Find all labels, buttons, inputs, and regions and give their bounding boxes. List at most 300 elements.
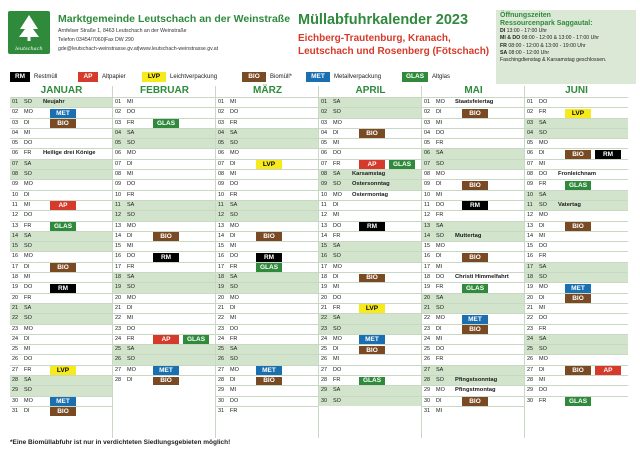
day-row — [10, 200, 113, 210]
weekday: DI — [436, 397, 442, 404]
day-number: 09 — [218, 181, 225, 188]
weekday: MO — [333, 191, 342, 198]
day-row — [422, 107, 525, 117]
weekday: DO — [24, 356, 33, 363]
pickup-badge-bio: BIO — [50, 407, 76, 416]
day-number: 22 — [424, 315, 431, 322]
day-row — [422, 396, 525, 406]
weekday: MI — [539, 160, 546, 167]
day-row — [422, 179, 525, 189]
day-row — [10, 365, 113, 375]
day-number: 10 — [527, 191, 534, 198]
weekday: MO — [539, 356, 548, 363]
day-row — [113, 210, 216, 220]
day-number: 26 — [321, 356, 328, 363]
day-row — [319, 200, 422, 210]
day-row — [422, 221, 525, 231]
day-number: 30 — [12, 397, 19, 404]
day-row — [113, 313, 216, 323]
day-row — [10, 221, 113, 231]
day-number: 01 — [12, 99, 19, 105]
day-row — [422, 406, 525, 416]
weekday: MO — [436, 387, 445, 394]
weekday: MI — [230, 243, 237, 250]
day-number: 17 — [321, 263, 328, 270]
day-row — [525, 159, 628, 169]
weekday: SO — [436, 232, 444, 239]
weekday: DI — [436, 181, 442, 188]
day-number: 11 — [218, 201, 224, 208]
day-number: 17 — [527, 263, 534, 270]
weekday: MI — [127, 171, 134, 178]
opening-hours-box — [496, 10, 636, 84]
day-row — [10, 313, 113, 323]
day-number: 10 — [321, 191, 328, 198]
subtitle-line-1: Eichberg-Trautenburg, Kranach, — [298, 33, 451, 44]
day-row — [319, 324, 422, 334]
day-row — [10, 107, 113, 117]
pickup-badge-rm: RM — [462, 201, 488, 210]
day-row — [422, 231, 525, 241]
weekday: SO — [230, 212, 238, 219]
day-number: 21 — [115, 304, 122, 311]
day-number: 16 — [115, 253, 122, 260]
day-row — [216, 406, 319, 416]
day-number: 06 — [115, 150, 122, 157]
org-name: Marktgemeinde Leutschach an der Weinstraße — [58, 13, 291, 25]
day-row — [319, 107, 422, 117]
day-number: 05 — [218, 140, 225, 147]
day-number: 05 — [321, 140, 328, 147]
legend-label: Biomüll* — [270, 73, 293, 80]
day-row — [216, 375, 319, 385]
day-row — [10, 303, 113, 313]
day-number: 25 — [12, 346, 19, 353]
day-row — [422, 272, 525, 282]
day-number: 03 — [115, 119, 122, 126]
day-number: 04 — [12, 129, 19, 136]
weekday: MI — [539, 304, 546, 311]
day-number: 18 — [527, 274, 534, 281]
weekday: SA — [333, 171, 341, 178]
day-row — [525, 179, 628, 189]
opening-line: DI 13:00 - 17:00 Uhr — [500, 28, 548, 34]
day-row — [525, 221, 628, 231]
legend-label: Metallverpackung — [334, 73, 382, 80]
day-row — [113, 354, 216, 364]
pickup-badge-ap: AP — [50, 201, 76, 210]
day-row — [10, 262, 113, 272]
holiday-note: Ostersonntag — [352, 181, 390, 188]
weekday: SO — [333, 397, 341, 404]
day-row — [422, 97, 525, 107]
day-row — [113, 200, 216, 210]
day-number: 01 — [321, 99, 328, 105]
day-row — [113, 324, 216, 334]
day-number: 03 — [527, 119, 534, 126]
weekday: MO — [127, 150, 136, 157]
month-5 — [525, 86, 628, 438]
day-row — [422, 210, 525, 220]
legend-item — [142, 71, 217, 82]
day-row — [216, 334, 319, 344]
day-number: 08 — [12, 171, 19, 178]
weekday: DO — [127, 109, 136, 116]
day-number: 01 — [115, 99, 122, 105]
day-number: 12 — [115, 212, 122, 219]
day-number: 23 — [12, 325, 19, 332]
weekday: SA — [127, 201, 135, 208]
day-row — [319, 396, 422, 406]
day-row — [10, 179, 113, 189]
pickup-badge-met: MET — [462, 315, 488, 324]
weekday: DO — [539, 315, 548, 322]
day-row — [525, 293, 628, 303]
weekday: SO — [539, 274, 547, 281]
day-number: 20 — [12, 294, 19, 301]
day-row — [10, 138, 113, 148]
weekday: MO — [539, 140, 548, 147]
day-number: 17 — [424, 263, 431, 270]
pickup-badge-bio: BIO — [462, 325, 488, 334]
weekday: DO — [539, 99, 548, 105]
weekday: SA — [24, 232, 32, 239]
weekday: SA — [230, 201, 238, 208]
day-row — [525, 262, 628, 272]
weekday: MI — [333, 212, 340, 219]
municipality-logo — [8, 11, 50, 54]
weekday: DI — [24, 335, 30, 342]
day-number: 13 — [218, 222, 225, 229]
day-number: 28 — [527, 377, 534, 384]
email-line[interactable]: gde@leutschach-weinstrasse.gv.at|www.leutschach-weinstrasse.gv.at — [58, 46, 219, 52]
holiday-note: Vatertag — [558, 201, 581, 208]
day-row — [10, 190, 113, 200]
weekday: DO — [230, 109, 239, 116]
day-number: 11 — [115, 201, 121, 208]
day-row — [216, 385, 319, 395]
pickup-badge-rm: RM — [595, 150, 621, 159]
weekday: DO — [333, 150, 342, 157]
day-row — [10, 354, 113, 364]
weekday: SA — [333, 387, 341, 394]
weekday: FR — [436, 284, 444, 291]
day-number: 08 — [115, 171, 122, 178]
day-number: 18 — [218, 274, 225, 281]
day-number: 27 — [115, 366, 122, 373]
day-row — [422, 354, 525, 364]
day-number: 19 — [321, 284, 328, 291]
day-number: 20 — [218, 294, 225, 301]
address-line: Arnfelser Straße 1, 8463 Leutschach an der Weinstraße — [58, 28, 187, 34]
day-number: 29 — [424, 387, 431, 394]
day-row — [319, 118, 422, 128]
day-row — [319, 148, 422, 158]
weekday: DI — [127, 160, 133, 167]
day-row — [10, 210, 113, 220]
day-row — [319, 375, 422, 385]
weekday: MO — [436, 171, 445, 178]
day-number: 31 — [424, 407, 431, 414]
day-number: 22 — [12, 315, 19, 322]
weekday: MO — [24, 109, 33, 116]
pickup-badge-bio: BIO — [50, 263, 76, 272]
day-row — [525, 354, 628, 364]
day-row — [216, 221, 319, 231]
day-number: 16 — [424, 253, 431, 260]
weekday: DI — [127, 232, 133, 239]
weekday: DI — [24, 119, 30, 126]
day-number: 21 — [527, 304, 534, 311]
day-number: 27 — [527, 366, 534, 373]
weekday: FR — [436, 356, 444, 363]
legend-badge: GLAS — [402, 72, 428, 82]
day-number: 14 — [424, 232, 431, 239]
day-row — [216, 200, 319, 210]
pickup-badge-bio: BIO — [359, 274, 385, 283]
day-number: 06 — [12, 150, 19, 157]
calendar-grid — [10, 86, 626, 438]
day-row — [216, 138, 319, 148]
day-row — [319, 385, 422, 395]
day-number: 26 — [115, 356, 122, 363]
day-row — [113, 334, 216, 344]
day-number: 12 — [218, 212, 225, 219]
pickup-badge-bio: BIO — [359, 129, 385, 138]
day-row — [525, 241, 628, 251]
day-row — [319, 210, 422, 220]
day-row — [422, 365, 525, 375]
day-number: 14 — [321, 232, 328, 239]
weekday: SO — [127, 212, 135, 219]
weekday: DI — [436, 325, 442, 332]
day-row — [319, 241, 422, 251]
day-row — [319, 179, 422, 189]
pickup-badge-lvp: LVP — [50, 366, 76, 375]
day-row — [216, 118, 319, 128]
weekday: MO — [436, 315, 445, 322]
day-number: 28 — [218, 377, 225, 384]
legend — [10, 71, 490, 83]
day-number: 28 — [321, 377, 328, 384]
holiday-note: Pfingstsonntag — [455, 377, 498, 384]
day-number: 14 — [115, 232, 122, 239]
weekday: MO — [230, 222, 239, 229]
weekday: MO — [230, 294, 239, 301]
holiday-note: Pfingstmontag — [455, 387, 496, 394]
pickup-badge-bio: BIO — [256, 377, 282, 386]
day-row — [113, 251, 216, 261]
column-divider — [318, 86, 319, 438]
weekday: SO — [127, 284, 135, 291]
weekday: DO — [539, 387, 548, 394]
month-name: JUNI — [565, 85, 588, 96]
day-number: 03 — [12, 119, 19, 126]
day-number: 16 — [527, 253, 534, 260]
weekday: SO — [436, 377, 444, 384]
pickup-badge-met: MET — [153, 366, 179, 375]
day-row — [319, 262, 422, 272]
weekday: SO — [24, 387, 32, 394]
day-row — [319, 293, 422, 303]
day-row — [422, 324, 525, 334]
weekday: SO — [436, 160, 444, 167]
weekday: MO — [24, 181, 33, 188]
day-row — [319, 313, 422, 323]
pickup-badge-ap: AP — [595, 366, 621, 375]
weekday: DI — [127, 377, 133, 384]
day-number: 06 — [321, 150, 328, 157]
weekday: DO — [230, 325, 239, 332]
day-row — [525, 396, 628, 406]
weekday: DI — [333, 201, 339, 208]
pickup-badge-rm: RM — [50, 284, 76, 293]
weekday: DI — [24, 191, 30, 198]
weekday: MO — [539, 284, 548, 291]
pickup-badge-ap: AP — [153, 335, 179, 344]
day-number: 02 — [12, 109, 19, 116]
weekday: SA — [333, 243, 341, 250]
holiday-note: Christi Himmelfahrt — [455, 274, 509, 281]
day-number: 24 — [424, 335, 431, 342]
day-row — [525, 210, 628, 220]
month-name: MÄRZ — [253, 85, 282, 96]
day-number: 25 — [424, 346, 431, 353]
day-number: 21 — [218, 304, 225, 311]
day-row — [10, 344, 113, 354]
day-number: 25 — [527, 346, 534, 353]
weekday: DI — [24, 263, 30, 270]
day-number: 21 — [12, 304, 19, 311]
day-row — [422, 241, 525, 251]
day-row — [216, 293, 319, 303]
pickup-badge-lvp: LVP — [359, 304, 385, 313]
pickup-badge-bio: BIO — [565, 222, 591, 231]
day-number: 15 — [527, 243, 534, 250]
weekday: MO — [436, 99, 445, 105]
day-number: 17 — [218, 263, 225, 270]
weekday: FR — [127, 119, 135, 126]
day-number: 21 — [424, 304, 431, 311]
legend-item — [10, 71, 57, 82]
weekday: SO — [333, 109, 341, 116]
weekday: SO — [333, 325, 341, 332]
weekday: FR — [436, 140, 444, 147]
day-row — [319, 365, 422, 375]
day-row — [113, 128, 216, 138]
day-number: 04 — [115, 129, 122, 136]
opening-line: FR 08:00 - 12:00 & 13:00 - 19:00 Uhr — [500, 42, 586, 49]
day-row — [319, 282, 422, 292]
day-row — [216, 169, 319, 179]
weekday: DI — [230, 232, 236, 239]
weekday: MI — [24, 129, 31, 136]
pickup-badge-glas: GLAS — [256, 263, 282, 272]
pickup-badge-bio: BIO — [565, 294, 591, 303]
weekday: FR — [24, 294, 32, 301]
day-number: 28 — [115, 377, 122, 384]
weekday: FR — [333, 232, 341, 239]
day-row — [113, 282, 216, 292]
weekday: DI — [230, 377, 236, 384]
pickup-badge-bio: BIO — [462, 181, 488, 190]
day-number: 02 — [527, 109, 534, 116]
day-number: 28 — [424, 377, 431, 384]
day-row — [525, 324, 628, 334]
weekday: DO — [127, 181, 136, 188]
legend-badge: LVP — [142, 72, 166, 82]
pickup-badge-bio: BIO — [565, 150, 591, 159]
day-row — [525, 272, 628, 282]
weekday: FR — [127, 335, 135, 342]
day-row — [10, 169, 113, 179]
weekday: DI — [127, 304, 133, 311]
weekday: SA — [230, 274, 238, 281]
day-row — [422, 334, 525, 344]
day-row — [113, 303, 216, 313]
day-number: 16 — [218, 253, 225, 260]
weekday: DI — [539, 366, 545, 373]
day-row — [113, 159, 216, 169]
day-number: 24 — [321, 335, 328, 342]
day-row — [10, 251, 113, 261]
day-number: 07 — [527, 160, 534, 167]
legend-item — [242, 71, 292, 82]
weekday: MI — [230, 315, 237, 322]
weekday: SO — [24, 171, 32, 178]
day-row — [10, 334, 113, 344]
day-number: 24 — [527, 335, 534, 342]
day-number: 06 — [218, 150, 225, 157]
day-number: 21 — [321, 304, 328, 311]
weekday: SA — [127, 129, 135, 136]
day-number: 04 — [218, 129, 225, 136]
holiday-note: Heilige drei Könige — [43, 150, 96, 157]
weekday: SO — [24, 315, 32, 322]
day-number: 02 — [424, 109, 431, 116]
day-row — [113, 179, 216, 189]
weekday: SO — [539, 346, 547, 353]
day-number: 13 — [12, 222, 19, 229]
day-number: 20 — [527, 294, 534, 301]
day-number: 04 — [527, 129, 534, 136]
day-number: 23 — [218, 325, 225, 332]
day-row — [422, 344, 525, 354]
pickup-badge-glas: GLAS — [153, 119, 179, 128]
day-row — [113, 169, 216, 179]
pickup-badge-lvp: LVP — [256, 160, 282, 169]
weekday: SA — [436, 294, 444, 301]
pickup-badge-bio: BIO — [50, 119, 76, 128]
day-number: 27 — [424, 366, 431, 373]
day-number: 20 — [424, 294, 431, 301]
weekday: DO — [24, 212, 33, 219]
day-row — [525, 313, 628, 323]
legend-item — [78, 71, 126, 82]
day-number: 07 — [218, 160, 225, 167]
weekday: SO — [436, 304, 444, 311]
day-row — [525, 169, 628, 179]
weekday: SA — [333, 315, 341, 322]
weekday: DI — [539, 150, 545, 157]
opening-note: Faschingdienstag & Karsamstag geschlossen. — [500, 57, 607, 64]
day-row — [216, 231, 319, 241]
day-number: 30 — [424, 397, 431, 404]
day-number: 11 — [527, 201, 533, 208]
weekday: MO — [24, 397, 33, 404]
day-number: 10 — [115, 191, 122, 198]
day-row — [113, 365, 216, 375]
